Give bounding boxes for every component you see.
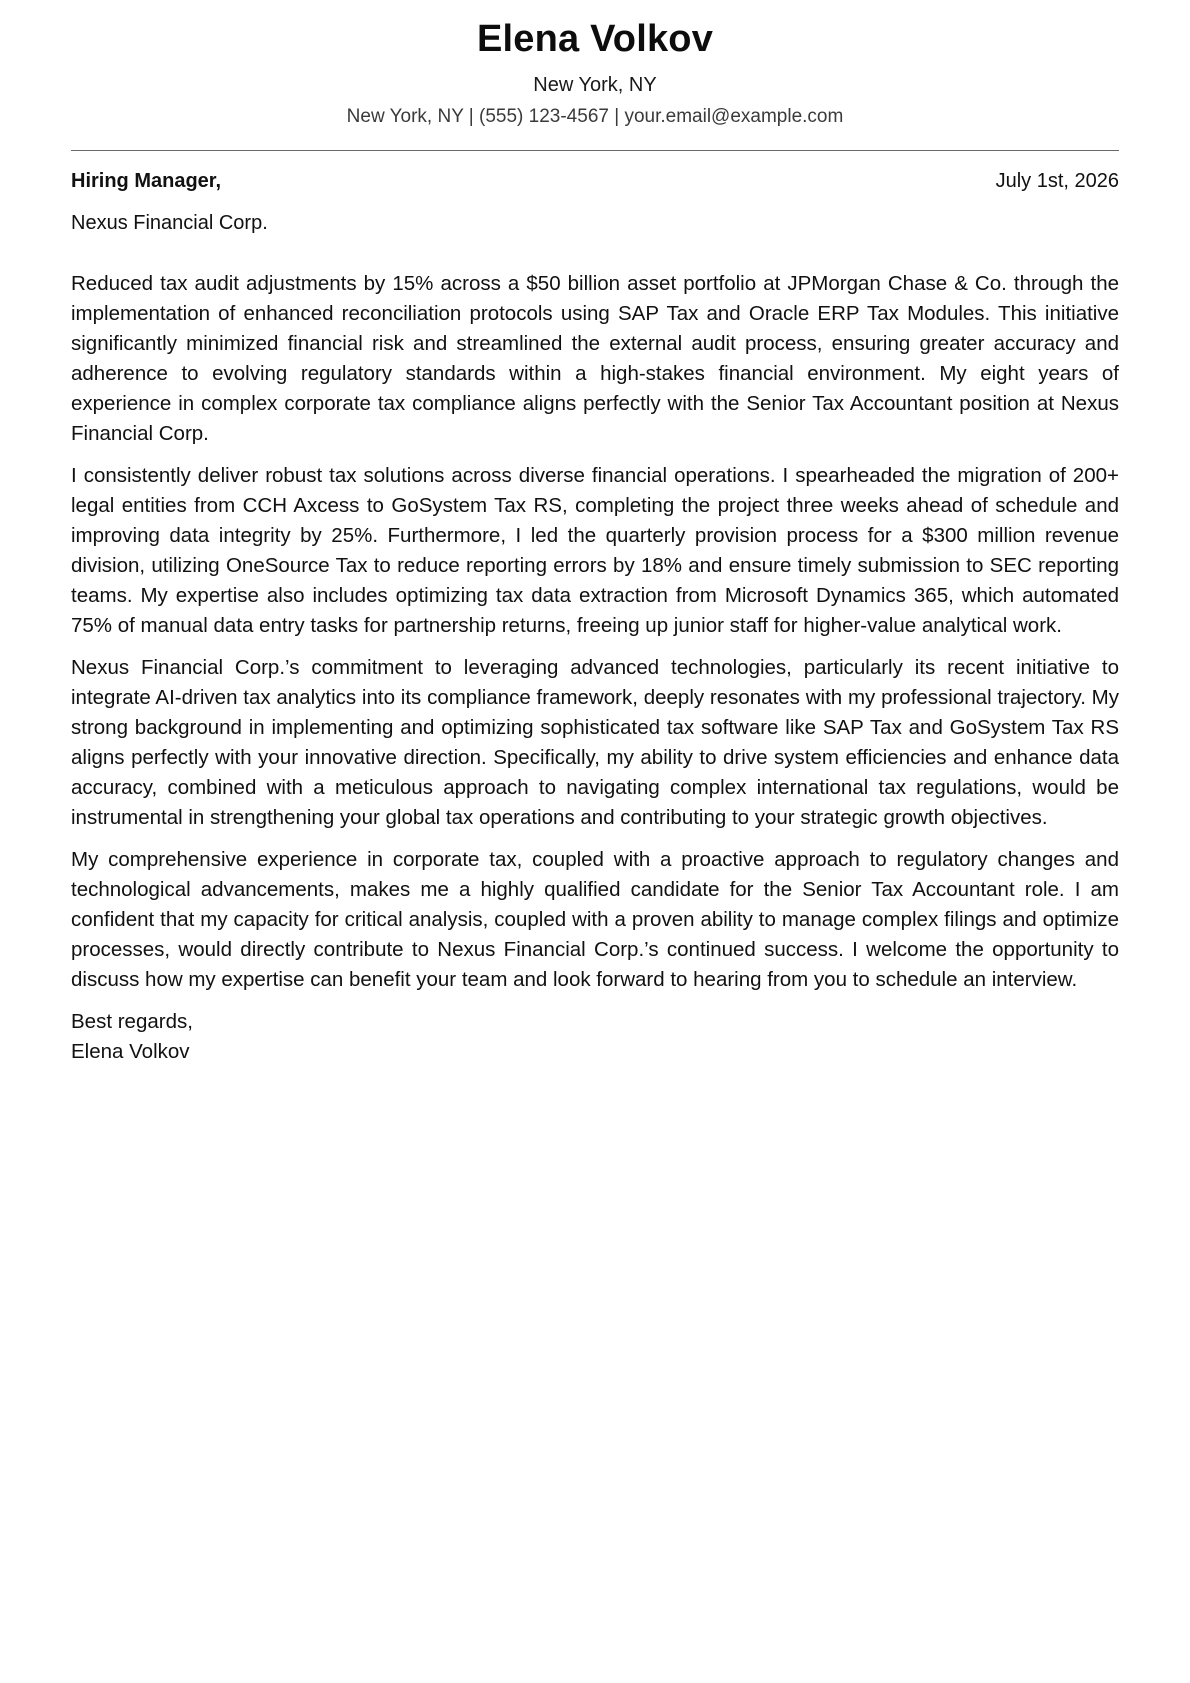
closing-phrase: Best regards, — [71, 1010, 193, 1033]
letter-date: July 1st, 2026 — [995, 170, 1119, 192]
header-divider — [71, 150, 1119, 151]
body-paragraph-2: I consistently deliver robust tax solutions across diverse financial operations. I spearheaded the migration of 200+ legal entities from CCH Axcess to GoSystem Tax RS, completing the project three weeks ahead of schedule and improving data integrity by 25%. Furthermore, I led the quarterly provision process for a $300 million revenue division, utilizing OneSource Tax to reduce reporting errors by 18% and ensure timely submission to SEC reporting teams. My expertise also includes optimizing tax data extraction from Microsoft Dynamics 365, which automated 75% of manual data entry tasks for partnership returns, freeing up junior staff for higher-value analytical work. — [71, 464, 1119, 637]
recipient-company: Nexus Financial Corp. — [71, 212, 268, 234]
body-paragraph-3: Nexus Financial Corp.’s commitment to leveraging advanced technologies, particularly its recent initiative to integrate AI-driven tax analytics into its compliance framework, deeply resonates with my professional trajectory. My strong background in implementing and optimizing sophisticated tax software like SAP Tax and GoSystem Tax RS aligns perfectly with your innovative direction. Specifically, my ability to drive system efficiencies and enhance data accuracy, combined with a meticulous approach to navigating complex international tax regulations, would be instrumental in strengthening your global tax operations and contributing to your strategic growth objectives. — [71, 656, 1119, 829]
signature-name: Elena Volkov — [71, 1040, 190, 1063]
applicant-location: New York, NY — [533, 74, 657, 96]
applicant-name: Elena Volkov — [476, 18, 714, 60]
applicant-contact-line: New York, NY | (555) 123-4567 | your.email@example.com — [346, 106, 844, 127]
letter-header — [71, 0, 1119, 130]
body-paragraph-4: My comprehensive experience in corporate tax, coupled with a proactive approach to regulatory changes and technological advancements, makes me a highly qualified candidate for the Senior Tax Accountant role. I am confident that my capacity for critical analysis, coupled with a proven ability to manage complex filings and optimize processes, would directly contribute to Nexus Financial Corp.’s continued success. I welcome the opportunity to discuss how my expertise can benefit your team and look forward to hearing from you to schedule an interview. — [71, 848, 1119, 991]
recipient-salutation: Hiring Manager, — [71, 170, 222, 192]
body-paragraph-1: Reduced tax audit adjustments by 15% across a $50 billion asset portfolio at JPMorgan Chase & Co. through the implementation of enhanced reconciliation protocols using SAP Tax and Oracle ERP Tax Modules. This initiative significantly minimized financial risk and streamlined the external audit process, ensuring greater accuracy and adherence to evolving regulatory standards within a high-stakes financial environment. My eight years of experience in complex corporate tax compliance aligns perfectly with the Senior Tax Accountant position at Nexus Financial Corp. — [71, 272, 1119, 445]
recipient-date-row — [71, 167, 1119, 195]
letter-closing — [71, 1007, 1119, 1067]
letter-body — [71, 269, 1119, 995]
